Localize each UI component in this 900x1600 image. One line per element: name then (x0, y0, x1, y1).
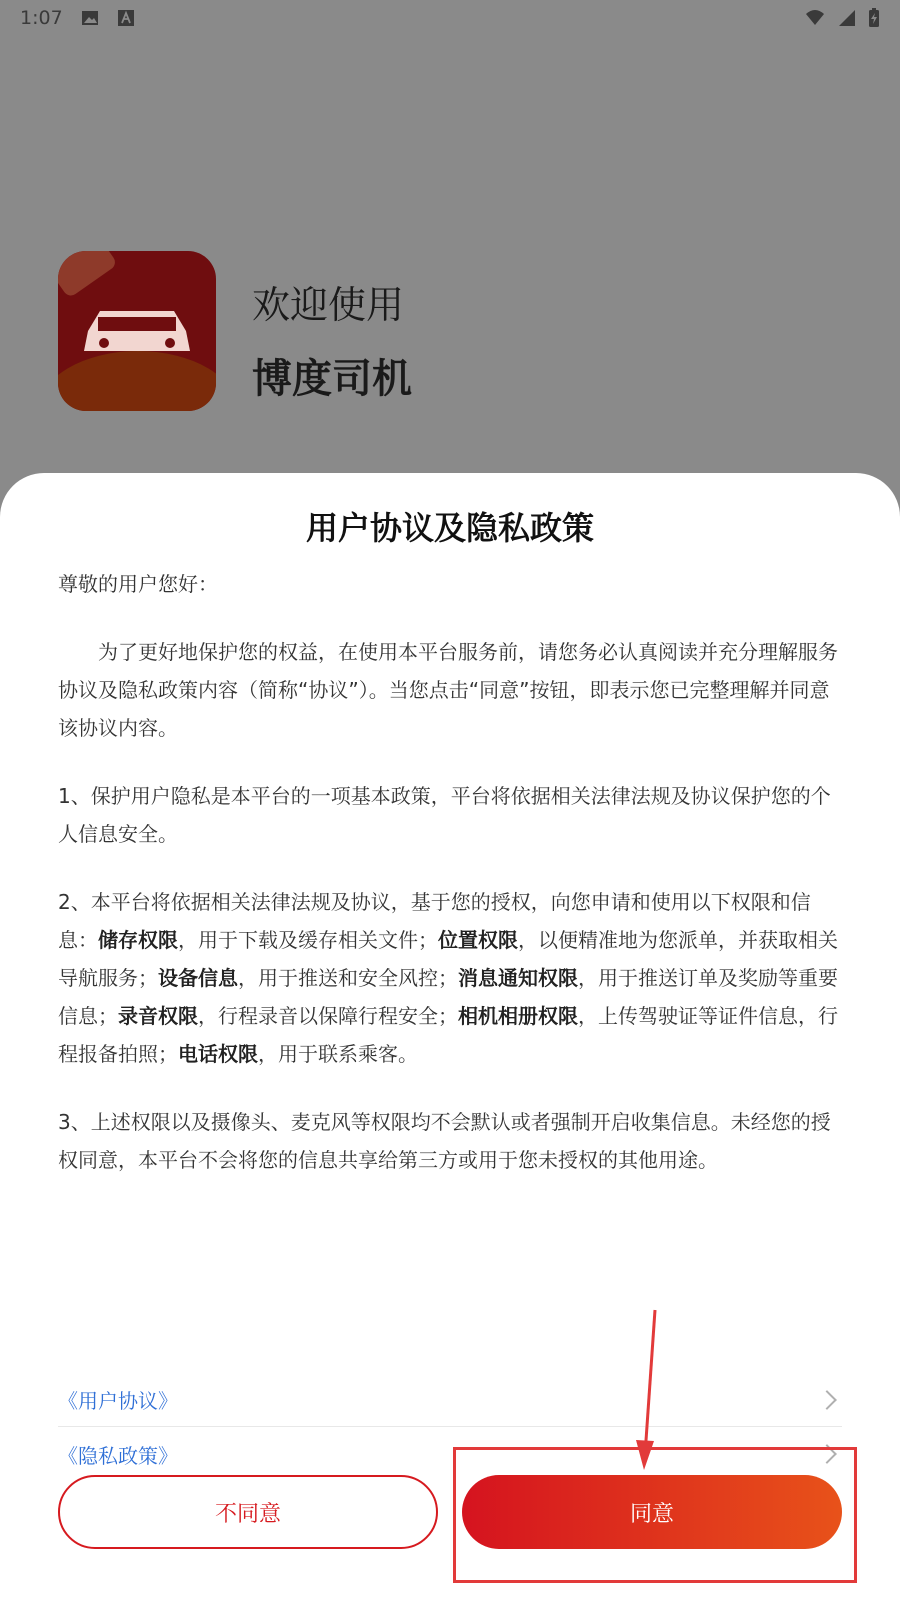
perm-camera-desc: ，上传驾驶证等证件信息，行程报备拍照； (58, 1004, 838, 1066)
perm-location-desc: ，以便精准地为您派单，并获取相关导航服务； (58, 928, 838, 990)
app-name: 博度司机 (252, 356, 412, 402)
status-bar (0, 0, 900, 36)
item-3: 3、上述权限以及摄像头、麦克风等权限均不会默认或者强制开启收集信息。未经您的授权同意，本平台不会将您的信息共享给第三方或用于您未授权的其他用途。 (58, 1110, 831, 1172)
perm-phone-desc: ，用于联系乘客。 (258, 1042, 418, 1066)
welcome-text: 欢迎使用 (252, 283, 405, 327)
perm-device: 设备信息 (158, 966, 238, 990)
perm-device-desc: ，用于推送和安全风控； (238, 966, 458, 990)
perm-phone: 电话权限 (178, 1042, 258, 1066)
item-1: 1、保护用户隐私是本平台的一项基本政策，平台将依据相关法律法规及协议保护您的个人信息安全。 (58, 784, 831, 846)
privacy-dialog (0, 473, 900, 1600)
dialog-content (58, 565, 842, 1209)
agreement-links (58, 1373, 842, 1481)
perm-location: 位置权限 (438, 928, 518, 952)
user-agreement-link[interactable] (58, 1373, 842, 1427)
perm-notification: 消息通知权限 (458, 966, 578, 990)
item-2-prefix: 2、本平台将依据相关法律法规及协议，基于您的授权，向您申请和使用以下权限和信息： (58, 890, 811, 952)
battery-charging-icon (868, 8, 880, 28)
privacy-policy-label: 《隐私政策》 (58, 1443, 178, 1468)
perm-audio-desc: ，行程录音以保障行程安全； (198, 1004, 458, 1028)
dialog-title: 用户协议及隐私政策 (305, 509, 594, 547)
signal-icon (838, 9, 856, 27)
intro-paragraph: 为了更好地保护您的权益，在使用本平台服务前，请您务必认真阅读并充分理解服务协议及隐私政策内容（简称“协议”）。当您点击“同意”按钮，即表示您已完整理解并同意该协议内容。 (58, 640, 838, 740)
disagree-button[interactable]: 不同意 (58, 1475, 438, 1549)
chevron-right-icon (817, 1444, 837, 1464)
perm-notification-desc: ，用于推送订单及奖励等重要信息； (58, 966, 838, 1028)
agree-button[interactable]: 同意 (462, 1475, 842, 1549)
wifi-icon (804, 9, 826, 27)
welcome-block (252, 274, 412, 404)
greeting: 尊敬的用户您好： (58, 572, 218, 596)
item-2 (58, 883, 842, 1073)
chevron-right-icon (817, 1390, 837, 1410)
perm-camera: 相机相册权限 (458, 1004, 578, 1028)
app-logo (58, 251, 216, 411)
perm-storage-desc: ，用于下载及缓存相关文件； (178, 928, 438, 952)
user-agreement-label: 《用户协议》 (58, 1389, 178, 1413)
image-icon (81, 9, 99, 27)
privacy-policy-link[interactable] (58, 1427, 842, 1481)
a-icon (117, 9, 135, 27)
car-icon (58, 251, 216, 411)
status-time: 1:07 (20, 7, 63, 29)
perm-storage: 储存权限 (98, 928, 178, 952)
perm-audio: 录音权限 (118, 1004, 198, 1028)
